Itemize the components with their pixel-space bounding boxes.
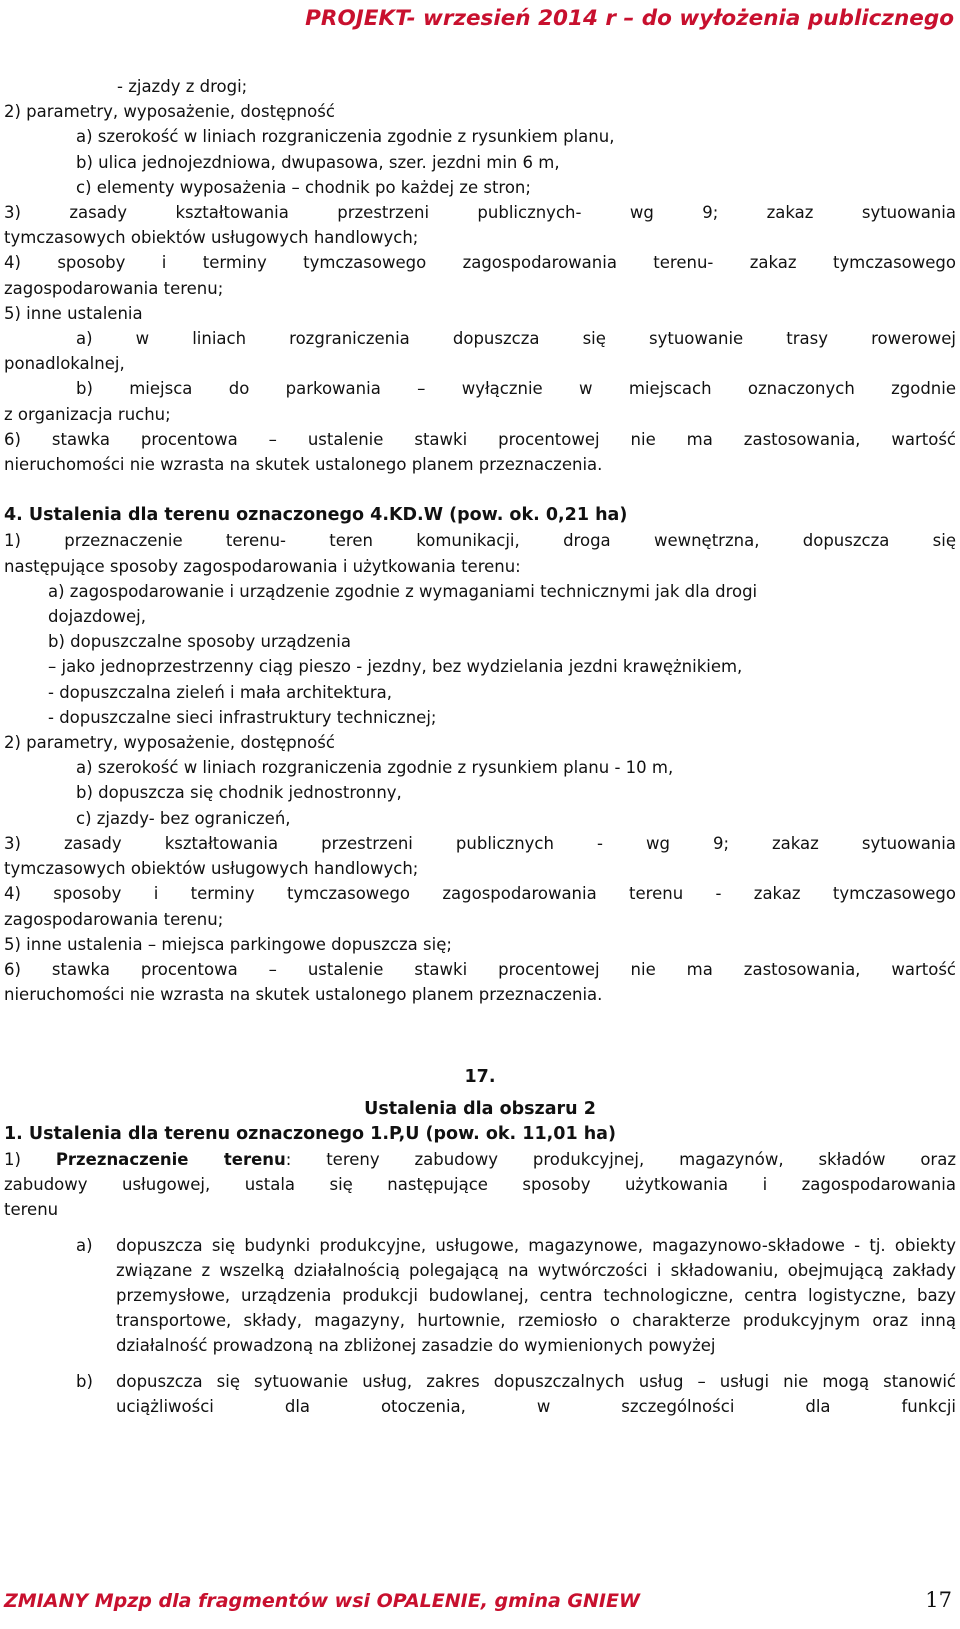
text-line: 3) zasady kształtowania przestrzeni publicznych- wg 9; zakaz sytuowania (4, 203, 956, 223)
text-line: 5) inne ustalenia – miejsca parkingowe dopuszcza się; (4, 934, 452, 954)
text-line: a) szerokość w liniach rozgraniczenia zgodnie z rysunkiem planu, (76, 127, 615, 147)
paragraph-number: 17. (464, 1067, 496, 1088)
text-line: a) w liniach rozgraniczenia dopuszcza się sytuowanie trasy rowerowej (76, 329, 956, 349)
text-line: 4) sposoby i terminy tymczasowego zagospodarowania terenu- zakaz tymczasowego (4, 253, 956, 273)
text-line: z organizacja ruchu; (4, 404, 171, 424)
list-text: dopuszcza się budynki produkcyjne, usługowe, magazynowe, magazynowo-składowe - tj. obiekty związane z wszelką działalnością polegającą na wytwórczości i składowaniu, obejmującą zakłady przemysłowe, urządzenia produkcji budowlanej, centra technologiczne, centra logistyczne, bazy transportowe, składy, magazyny, hurtownie, rzemiosło o charakterze produkcyjnym oraz inną działalność prowadzoną na zbliżonej zasadzie do wymienionych powyżej (116, 1235, 956, 1356)
text-line: 2) parametry, wyposażenie, dostępność (4, 733, 335, 753)
list-item (4, 1369, 956, 1419)
text-line: - zjazdy z drogi; (117, 77, 248, 96)
item-number: 1) (4, 1149, 56, 1169)
text-line: ponadlokalnej, (4, 354, 125, 374)
text-line: nieruchomości nie wzrasta na skutek ustalonego planem przeznaczenia. (4, 985, 603, 1005)
list-item (4, 1233, 956, 1359)
text-line: nieruchomości nie wzrasta na skutek ustalonego planem przeznaczenia. (4, 455, 603, 475)
text-line: b) ulica jednojezdniowa, dwupasowa, szer. jezdni min 6 m, (76, 152, 560, 172)
section-heading: 1. Ustalenia dla terenu oznaczonego 1.P,U (pow. ok. 11,01 ha) (4, 1123, 616, 1144)
text-line: zagospodarowania terenu; (4, 278, 224, 298)
text-line: następujące sposoby zagospodarowania i użytkowania terenu: (4, 556, 521, 576)
text-line: c) elementy wyposażenia – chodnik po każdej ze stron; (76, 177, 531, 197)
text-line: - dopuszczalne sieci infrastruktury technicznej; (48, 707, 437, 727)
text-line: tymczasowych obiektów usługowych handlowych; (4, 228, 419, 248)
list-label: a) (76, 1235, 93, 1255)
section-heading: 4. Ustalenia dla terenu oznaczonego 4.KD.W (pow. ok. 0,21 ha) (4, 505, 628, 526)
text-line: zabudowy usługowej, ustala się następujące sposoby użytkowania i zagospodarowania (4, 1175, 956, 1195)
item-text: : tereny zabudowy produkcyjnej, magazynów, składów oraz (285, 1149, 956, 1169)
list-text: dopuszcza się sytuowanie usług, zakres dopuszczalnych usług – usługi nie mogą stanowić uciążliwości dla otoczenia, w szczególności dla funkcji (116, 1371, 956, 1416)
text-line: a) szerokość w liniach rozgraniczenia zgodnie z rysunkiem planu - 10 m, (76, 758, 674, 778)
text-line (4, 1147, 956, 1172)
text-line: b) miejsca do parkowania – wyłącznie w miejscach oznaczonych zgodnie (76, 379, 956, 399)
text-line: a) zagospodarowanie i urządzenie zgodnie z wymaganiami technicznymi jak dla drogi (48, 581, 758, 601)
section-title: Ustalenia dla obszaru 2 (364, 1098, 596, 1119)
footer-text: ZMIANY Mpzp dla fragmentów wsi OPALENIE, gmina GNIEW (4, 1590, 640, 1612)
text-line: 3) zasady kształtowania przestrzeni publicznych - wg 9; zakaz sytuowania (4, 833, 956, 853)
text-line: b) dopuszczalne sposoby urządzenia (48, 632, 351, 652)
text-line: zagospodarowania terenu; (4, 909, 224, 929)
page-number: 17 (925, 1588, 952, 1612)
text-line: tymczasowych obiektów usługowych handlowych; (4, 859, 419, 879)
text-line: 2) parametry, wyposażenie, dostępność (4, 102, 335, 122)
text-line: 5) inne ustalenia (4, 303, 143, 323)
text-line: c) zjazdy- bez ograniczeń, (76, 808, 291, 828)
list-label: b) (76, 1371, 93, 1391)
text-line: 4) sposoby i terminy tymczasowego zagospodarowania terenu - zakaz tymczasowego (4, 884, 956, 904)
text-line: terenu (4, 1200, 59, 1220)
document-body (4, 74, 956, 1419)
text-line: 1) przeznaczenie terenu- teren komunikacji, droga wewnętrzna, dopuszcza się (4, 531, 956, 551)
document-footer (4, 1588, 952, 1612)
text-line: 6) stawka procentowa – ustalenie stawki procentowej nie ma zastosowania, wartość (4, 959, 956, 979)
document-header: PROJEKT- wrzesień 2014 r – do wyłożenia publicznego (305, 6, 954, 31)
item-title: Przeznaczenie terenu (55, 1149, 286, 1169)
text-line: b) dopuszcza się chodnik jednostronny, (76, 783, 402, 803)
text-line: dojazdowej, (48, 607, 146, 627)
text-line: – jako jednoprzestrzenny ciąg pieszo - jezdny, bez wydzielania jezdni krawężnikiem, (48, 657, 743, 677)
text-line: - dopuszczalna zieleń i mała architektura, (48, 682, 392, 702)
text-line: 6) stawka procentowa – ustalenie stawki procentowej nie ma zastosowania, wartość (4, 429, 956, 449)
